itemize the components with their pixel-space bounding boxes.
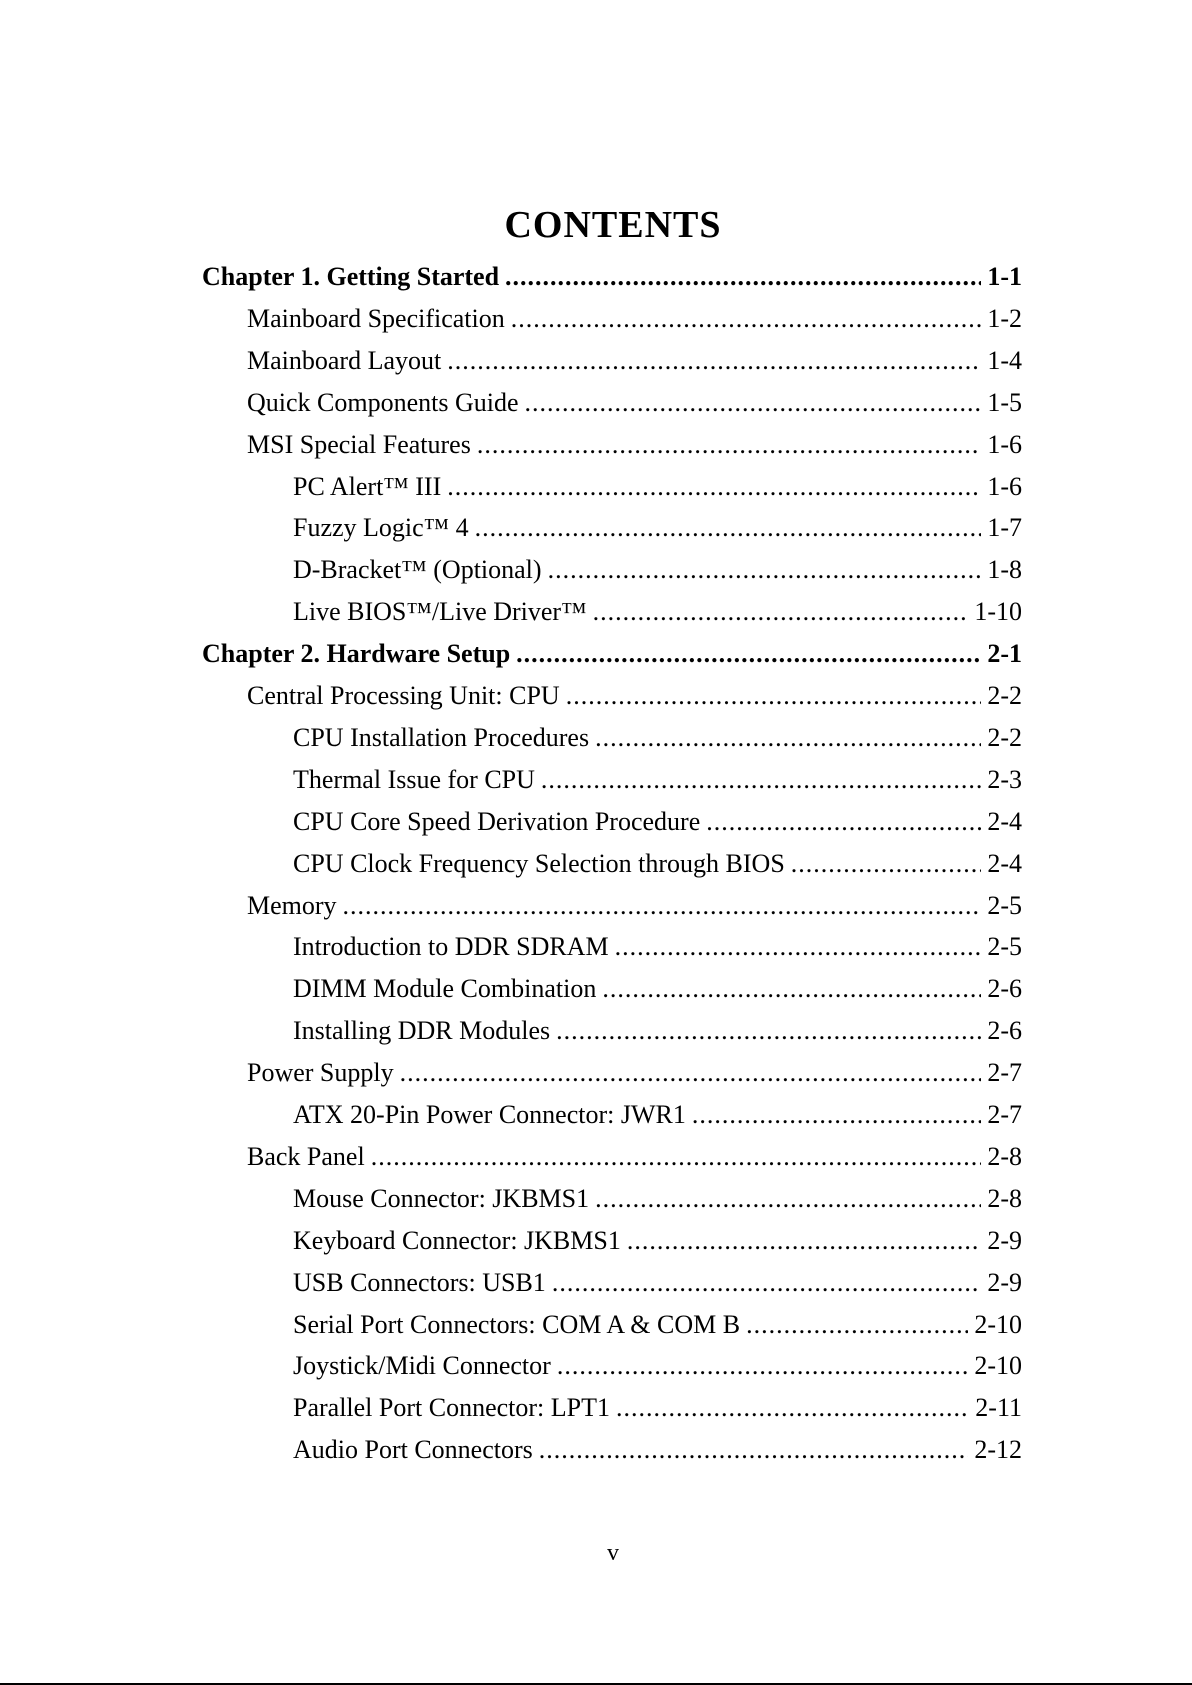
dot-leader: [615, 926, 982, 968]
dot-leader: [593, 591, 969, 633]
toc-entry-page: 2-12: [974, 1435, 1022, 1464]
dot-leader: [566, 675, 982, 717]
toc-entry: [293, 466, 1022, 508]
toc-entry: [293, 507, 1022, 549]
toc-entry-page: 2-8: [987, 1184, 1022, 1213]
dot-leader: [475, 507, 982, 549]
toc-entry-page: 2-5: [987, 932, 1022, 961]
toc-entry: [293, 717, 1022, 759]
dot-leader: [556, 1010, 981, 1052]
toc-entry-page: 2-7: [987, 1058, 1022, 1087]
toc-entry-label: CPU Clock Frequency Selection through BIOS: [293, 849, 785, 878]
toc-entry: [293, 1429, 1022, 1471]
toc-entry-page: 1-4: [987, 346, 1022, 375]
dot-leader: [447, 340, 981, 382]
toc-entry-label: Installing DDR Modules: [293, 1016, 551, 1045]
toc-entry: [293, 843, 1022, 885]
toc-entry-label: Memory: [247, 891, 337, 920]
page-number: v: [607, 1540, 619, 1566]
toc-entry-page: 2-4: [987, 807, 1022, 836]
toc-entry-label: Quick Components Guide: [247, 388, 519, 417]
toc-entry-label: PC Alert™ III: [293, 472, 442, 501]
dot-leader: [595, 717, 981, 759]
toc-entry-label: CPU Core Speed Derivation Procedure: [293, 807, 701, 836]
toc-entry-label: MSI Special Features: [247, 430, 471, 459]
dot-leader: [557, 1345, 969, 1387]
toc-entry-page: 2-4: [987, 849, 1022, 878]
toc-entry: [247, 675, 1022, 717]
dot-leader: [343, 885, 982, 927]
toc-entry-page: 2-5: [987, 891, 1022, 920]
toc-entry: [293, 1010, 1022, 1052]
toc-entry-page: 2-2: [987, 681, 1022, 710]
toc-entry-page: 1-6: [987, 472, 1022, 501]
dot-leader: [505, 256, 981, 298]
toc-entry: [293, 926, 1022, 968]
dot-leader: [371, 1136, 982, 1178]
toc-entry-page: 1-8: [987, 555, 1022, 584]
toc-entry: [293, 591, 1022, 633]
dot-leader: [692, 1094, 981, 1136]
dot-leader: [706, 801, 981, 843]
dot-leader: [791, 843, 982, 885]
dot-leader: [477, 424, 981, 466]
toc-entry: [247, 424, 1022, 466]
toc-entry: [293, 549, 1022, 591]
toc-entry-label: Serial Port Connectors: COM A & COM B: [293, 1310, 741, 1339]
toc-entry-label: Mainboard Layout: [247, 346, 442, 375]
toc-entry-label: Power Supply: [247, 1058, 394, 1087]
page-title: CONTENTS: [504, 204, 722, 246]
toc-entry-page: 2-6: [987, 1016, 1022, 1045]
toc-entry: [293, 1220, 1022, 1262]
toc-entry-page: 1-7: [987, 513, 1022, 542]
toc-entry-label: D-Bracket™ (Optional): [293, 555, 542, 584]
dot-leader: [516, 633, 981, 675]
toc-entry-label: USB Connectors: USB1: [293, 1268, 546, 1297]
toc-entry-page: 1-5: [987, 388, 1022, 417]
toc-entry-page: 2-7: [987, 1100, 1022, 1129]
dot-leader: [616, 1387, 969, 1429]
toc-entry-page: 2-6: [987, 974, 1022, 1003]
toc-entry-label: Chapter 2. Hardware Setup: [202, 639, 511, 668]
toc-entry-page: 2-3: [987, 765, 1022, 794]
toc-entry: [202, 256, 1022, 298]
dot-leader: [511, 298, 982, 340]
dot-leader: [627, 1220, 981, 1262]
toc-entry: [293, 968, 1022, 1010]
toc-entry-page: 2-2: [987, 723, 1022, 752]
dot-leader: [447, 466, 981, 508]
toc-entry-page: 2-8: [987, 1142, 1022, 1171]
toc-entry-label: Thermal Issue for CPU: [293, 765, 535, 794]
toc-entry: [293, 1262, 1022, 1304]
toc-entry-label: Joystick/Midi Connector: [293, 1351, 551, 1380]
toc-entry: [293, 759, 1022, 801]
toc-entry-page: 2-9: [987, 1268, 1022, 1297]
toc-entry-label: Chapter 1. Getting Started: [202, 262, 500, 291]
toc-entry-page: 1-1: [987, 262, 1022, 291]
toc-entry: [247, 340, 1022, 382]
toc-entry: [293, 1094, 1022, 1136]
toc-entry-page: 2-10: [974, 1351, 1022, 1380]
dot-leader: [525, 382, 982, 424]
dot-leader: [541, 759, 981, 801]
toc-entry-page: 1-6: [987, 430, 1022, 459]
toc-entry-label: Mainboard Specification: [247, 304, 505, 333]
toc-entry-label: Back Panel: [247, 1142, 365, 1171]
toc-entry-label: CPU Installation Procedures: [293, 723, 590, 752]
toc-entry-page: 2-9: [987, 1226, 1022, 1255]
toc-entry-page: 1-10: [974, 597, 1022, 626]
toc-entry: [293, 801, 1022, 843]
toc-entry: [293, 1304, 1022, 1346]
toc-entry-label: ATX 20-Pin Power Connector: JWR1: [293, 1100, 686, 1129]
toc-entry-label: Introduction to DDR SDRAM: [293, 932, 609, 961]
toc-entry-label: Mouse Connector: JKBMS1: [293, 1184, 590, 1213]
toc-entry: [247, 382, 1022, 424]
toc-entry-page: 2-11: [975, 1393, 1022, 1422]
dot-leader: [595, 1178, 981, 1220]
toc-entry: [202, 633, 1022, 675]
toc-entry: [293, 1387, 1022, 1429]
dot-leader: [602, 968, 981, 1010]
toc-entry: [247, 885, 1022, 927]
toc-entry: [247, 1052, 1022, 1094]
toc-entry-label: Keyboard Connector: JKBMS1: [293, 1226, 621, 1255]
toc-entry: [247, 298, 1022, 340]
toc-entry-page: 1-2: [987, 304, 1022, 333]
toc-entry-label: DIMM Module Combination: [293, 974, 597, 1003]
toc-entry-label: Audio Port Connectors: [293, 1435, 533, 1464]
toc-entry: [293, 1345, 1022, 1387]
toc-entry: [247, 1136, 1022, 1178]
toc-entry: [293, 1178, 1022, 1220]
dot-leader: [552, 1262, 982, 1304]
toc-entry-label: Live BIOS™/Live Driver™: [293, 597, 587, 626]
dot-leader: [539, 1429, 969, 1471]
dot-leader: [548, 549, 982, 591]
toc-entry-label: Fuzzy Logic™ 4: [293, 513, 469, 542]
toc-entry-label: Central Processing Unit: CPU: [247, 681, 560, 710]
toc-entry-page: 2-10: [974, 1310, 1022, 1339]
dot-leader: [746, 1304, 968, 1346]
toc-entry-page: 2-1: [987, 639, 1022, 668]
toc-entry-label: Parallel Port Connector: LPT1: [293, 1393, 611, 1422]
dot-leader: [400, 1052, 982, 1094]
